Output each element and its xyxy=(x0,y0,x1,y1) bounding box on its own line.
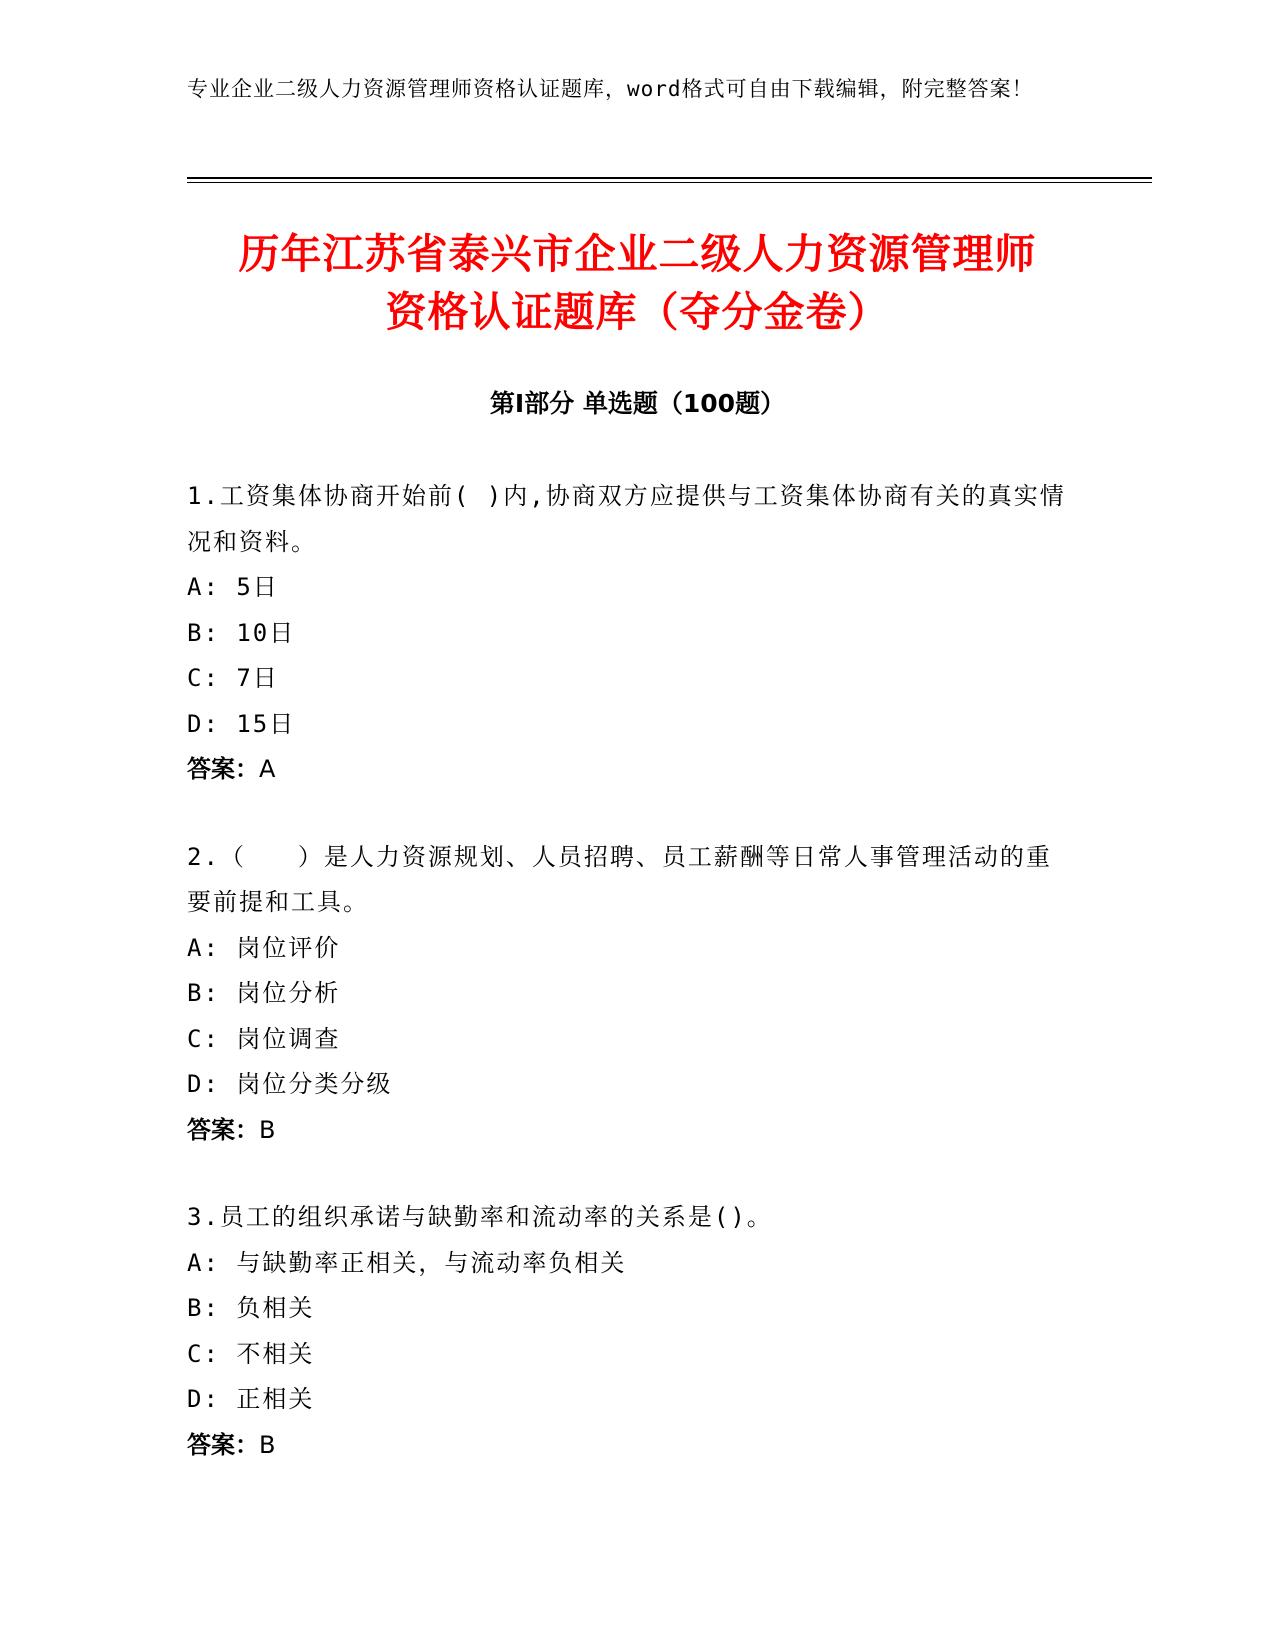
question-2 xyxy=(187,835,1067,1154)
answer-line xyxy=(187,1423,1067,1469)
page-header: 专业企业二级人力资源管理师资格认证题库，word格式可自由下载编辑，附完整答案！ xyxy=(187,77,1034,101)
document-title-line-1: 历年江苏省泰兴市企业二级人力资源管理师 xyxy=(238,230,1037,278)
section-title: 第Ⅰ部分 单选题（100题） xyxy=(489,389,786,418)
answer-line xyxy=(187,1108,1067,1154)
option-b: B: 岗位分析 xyxy=(187,979,341,1007)
document-title-line-2: 资格认证题库（夺分金卷） xyxy=(385,288,890,336)
option-a: A: 岗位评价 xyxy=(187,933,341,962)
option-d: D: 15日 xyxy=(187,709,296,738)
header-rule-thin xyxy=(187,182,1152,183)
answer-label: 答案： xyxy=(187,1430,259,1459)
answer-value: A xyxy=(259,755,276,783)
answer-value: B xyxy=(259,1115,276,1144)
document-title xyxy=(160,225,1115,341)
option-d: D: 正相关 xyxy=(187,1385,315,1413)
option-c: C: 不相关 xyxy=(187,1339,315,1368)
option-b: B: 负相关 xyxy=(187,1294,315,1322)
answer-label: 答案： xyxy=(187,1115,259,1144)
answer-value: B xyxy=(259,1430,276,1459)
option-a: A: 5日 xyxy=(187,573,279,601)
option-d: D: 岗位分类分级 xyxy=(187,1070,393,1098)
option-b: B: 10日 xyxy=(187,618,296,647)
option-a: A: 与缺勤率正相关，与流动率负相关 xyxy=(187,1248,627,1277)
question-list xyxy=(187,474,1067,1510)
option-c: C: 7日 xyxy=(187,664,279,692)
question-3 xyxy=(187,1195,1067,1468)
question-stem: 3.员工的组织承诺与缺勤率和流动率的关系是()。 xyxy=(187,1203,773,1231)
answer-line xyxy=(187,747,1067,793)
question-stem: 2.（ ）是人力资源规划、人员招聘、员工薪酬等日常人事管理活动的重要前提和工具。 xyxy=(187,842,1052,916)
question-1 xyxy=(187,474,1067,793)
answer-label: 答案： xyxy=(187,755,259,783)
question-stem: 1.工资集体协商开始前( )内,协商双方应提供与工资集体协商有关的真实情况和资料。 xyxy=(187,482,1066,556)
option-c: C: 岗位调查 xyxy=(187,1024,341,1053)
header-rule-thick xyxy=(187,177,1152,179)
